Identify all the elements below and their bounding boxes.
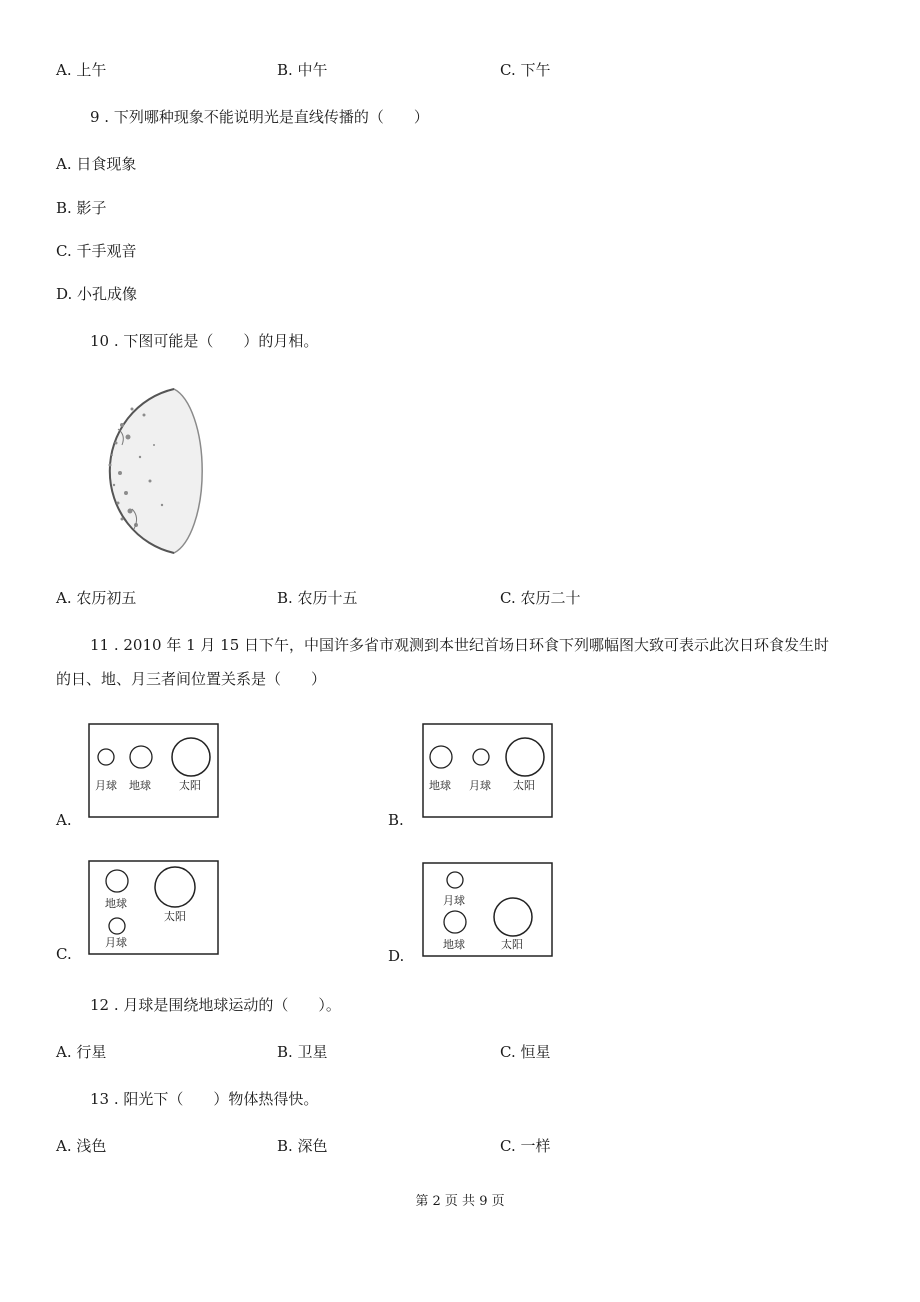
sun-circle [494,898,532,936]
q11-option-b-diagram[interactable] [422,723,554,823]
sun-label: 太阳 [513,779,535,792]
sun-label: 太阳 [179,779,201,792]
moon-label: 月球 [469,779,491,792]
q8-option-a[interactable]: A. 上午 [56,61,107,79]
q10-stem: 10 . 下图可能是（ ）的月相。 [90,332,319,350]
q9-option-c[interactable]: C. 千手观音 [56,242,137,260]
q13-option-b[interactable]: B. 深色 [277,1137,328,1155]
q12-option-c[interactable]: C. 恒星 [500,1043,551,1061]
q10-option-c[interactable]: C. 农历二十 [500,589,581,607]
q12-stem: 12 . 月球是围绕地球运动的（ ）。 [90,996,341,1014]
earth-label: 地球 [129,779,151,792]
earth-circle [430,746,452,768]
q8-option-c[interactable]: C. 下午 [500,61,551,79]
sun-label: 太阳 [164,910,186,923]
sun-circle [155,867,195,907]
q11-option-b-letter[interactable]: B. [388,811,404,829]
q11-stem-line2: 的日、地、月三者间位置关系是（ ） [56,670,327,688]
q12-option-a[interactable]: A. 行星 [56,1043,107,1061]
q10-option-b[interactable]: B. 农历十五 [277,589,358,607]
q12-option-b[interactable]: B. 卫星 [277,1043,328,1061]
q13-option-a[interactable]: A. 浅色 [56,1137,107,1155]
q9-option-a[interactable]: A. 日食现象 [56,155,137,173]
q13-stem: 13 . 阳光下（ ）物体热得快。 [90,1090,319,1108]
earth-label: 地球 [429,779,451,792]
q9-option-b[interactable]: B. 影子 [56,199,107,217]
earth-circle [106,870,128,892]
earth-label: 地球 [443,938,465,951]
q10-option-a[interactable]: A. 农历初五 [56,589,137,607]
page-footer: 第 2 页 共 9 页 [415,1194,505,1209]
q11-option-c-letter[interactable]: C. [56,945,72,963]
q11-option-d-letter[interactable]: D. [388,947,405,965]
moon-circle [109,918,125,934]
moon-label: 月球 [105,936,127,949]
moon-label: 月球 [443,894,465,907]
moon-circle [473,749,489,765]
moon-circle [447,872,463,888]
q9-option-d[interactable]: D. 小孔成像 [56,285,138,303]
earth-label: 地球 [105,897,127,910]
moon-phase-image [92,385,222,557]
q11-option-c-diagram[interactable] [88,860,220,960]
sun-label: 太阳 [501,938,523,951]
q11-option-a-letter[interactable]: A. [56,811,72,829]
earth-circle [130,746,152,768]
q11-option-a-diagram[interactable] [88,723,220,823]
moon-circle [98,749,114,765]
moon-label: 月球 [95,779,117,792]
q11-option-d-diagram[interactable] [422,862,554,962]
q8-option-b[interactable]: B. 中午 [277,61,328,79]
sun-circle [506,738,544,776]
q13-option-c[interactable]: C. 一样 [500,1137,551,1155]
moon-phase-figure [92,385,222,557]
earth-circle [444,911,466,933]
q9-stem: 9 . 下列哪种现象不能说明光是直线传播的（ ） [90,108,429,126]
sun-circle [172,738,210,776]
q11-stem-line1: 11 . 2010 年 1 月 15 日下午，中国许多省市观测到本世纪首场日环食下列哪幅图大致可表示此次日环食发生时 [90,636,830,654]
